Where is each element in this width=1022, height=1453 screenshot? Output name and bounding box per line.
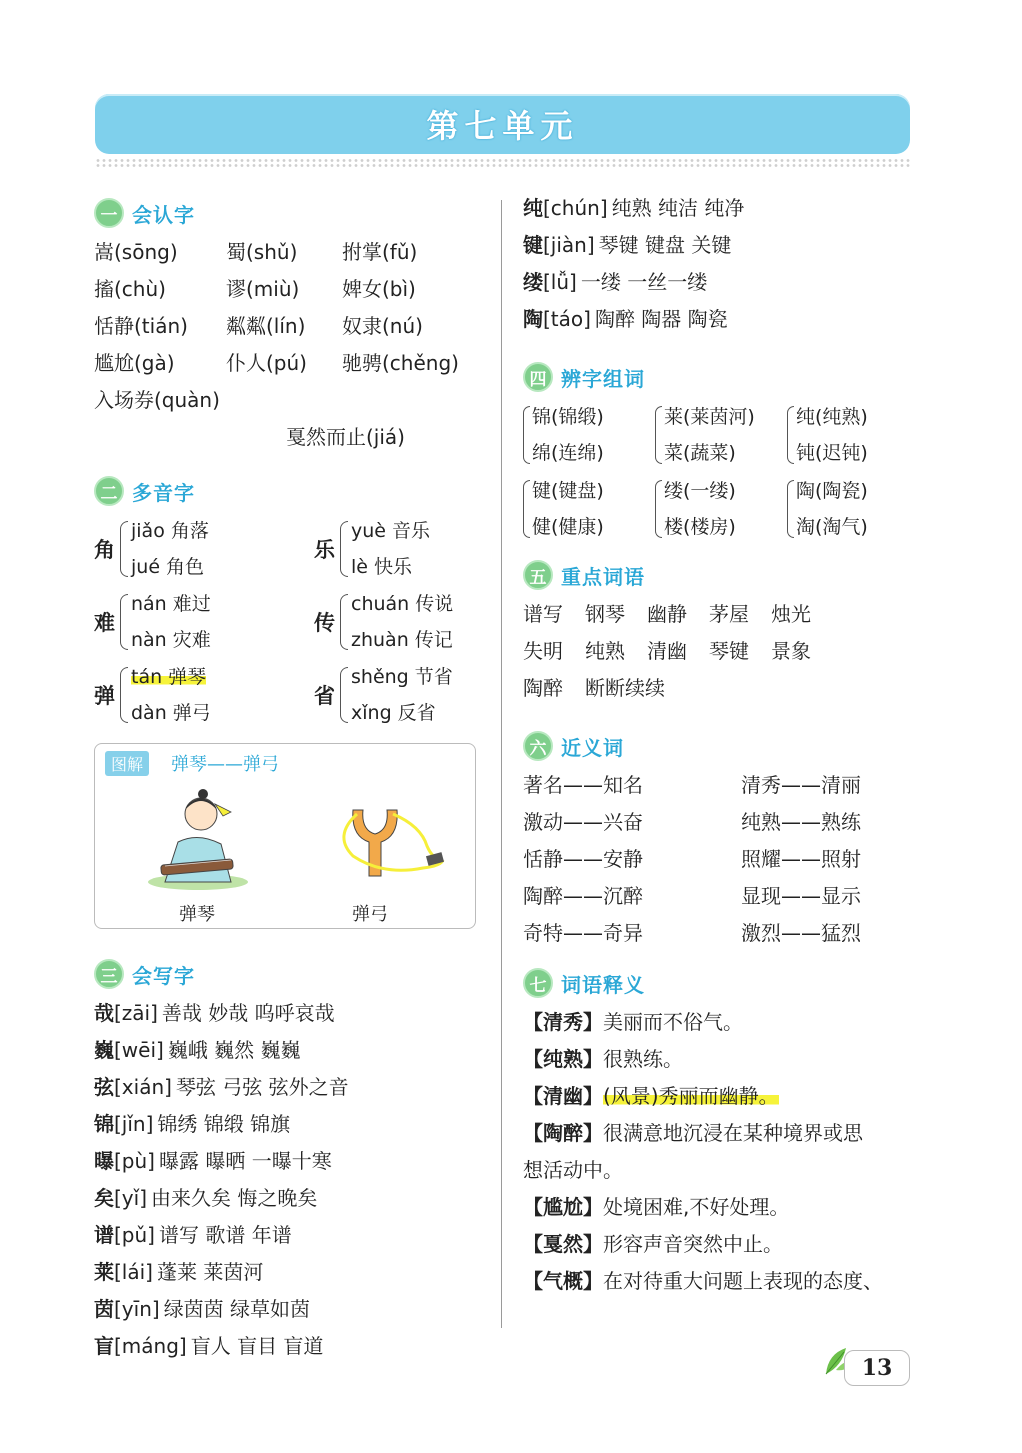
reading-a-highlighted: tán 弹琴 [131,665,207,688]
brace [120,667,128,723]
keyword: 景象 [771,639,811,663]
word-b: 菜(蔬菜) [664,442,736,464]
polyphone-item [314,585,494,658]
recognize-item: 谬(miù) [226,277,300,301]
column-divider [501,200,502,1328]
diagram-caption: 弹琴 [179,904,215,925]
section-title: 会认字 [132,202,195,227]
definition-text: 想活动中。 [523,1158,623,1182]
examples: 纯熟 纯洁 纯净 [611,196,745,220]
keyword: 清幽 [647,639,687,663]
write-char: 巍 [94,1038,114,1062]
write-char: 陶 [523,307,543,331]
recognize-item: 蜀(shǔ) [226,240,298,264]
section-title: 辨字组词 [561,366,645,391]
right-column [523,190,915,1300]
reading-a: nán 难过 [131,592,211,615]
pinyin: [pù] [114,1149,155,1173]
synonym-list [523,767,915,952]
write-char-row [94,1032,486,1069]
reading-b: zhuàn 传记 [351,628,453,651]
left-column [94,196,486,1365]
write-char: 纯 [523,196,543,220]
write-char: 盲 [94,1334,114,1358]
polyphone-item [94,585,314,658]
polyphone-char: 传 [314,610,335,635]
write-char-row [523,264,915,301]
recognize-item: 仆人(pú) [226,351,307,375]
polyphone-char: 弹 [94,683,115,708]
section-write-header [94,957,486,991]
word-b: 淘(淘气) [796,516,868,538]
word-a: 莱(莱茵河) [664,406,755,428]
dotted-divider [95,158,910,168]
examples: 锦绣 锦缎 锦旗 [157,1112,291,1136]
synonym-pair: 陶醉——沉醉 [523,884,643,908]
recognize-item: 搐(chù) [94,277,166,301]
definition-row [523,1189,915,1226]
examples: 曝露 曝晒 一曝十寒 [158,1149,332,1173]
recognize-item: 尴尬(gà) [94,351,175,375]
synonym-pair: 激烈——猛烈 [741,921,861,945]
word-a: 锦(锦缎) [532,406,604,428]
word-b: 绵(连绵) [532,442,604,464]
keyword-list [523,596,915,707]
section-recognize-header [94,196,486,230]
definition-row [523,1263,915,1300]
synonym-pair: 纯熟——熟练 [741,810,861,834]
definition-text: 美丽而不俗气。 [603,1010,743,1034]
section-title: 近义词 [561,735,624,760]
word-b: 钝(迟钝) [796,442,868,464]
pinyin: [lǚ] [543,270,577,294]
reading-a: yuè 音乐 [351,519,431,542]
distinguish-pair [523,472,655,546]
examples: 谱写 歌谱 年谱 [158,1223,292,1247]
recognize-item: 驰骋(chěng) [342,351,459,375]
pinyin: [jǐn] [114,1112,154,1136]
examples: 一缕 一丝一缕 [580,270,708,294]
recognize-list [94,234,486,456]
reading-b: jué 角色 [131,555,205,578]
definition-row [523,1115,915,1152]
write-char: 曝 [94,1149,114,1173]
brace [787,480,794,538]
write-char: 莱 [94,1260,114,1284]
definition-term: 【纯熟】 [523,1047,603,1071]
write-char-row [523,227,915,264]
write-char: 缕 [523,270,543,294]
brace [655,480,662,538]
diagram-tag: 图解 [105,751,149,776]
page-number: 13 [844,1350,910,1386]
examples: 琴键 键盘 关键 [598,233,732,257]
polyphone-char: 角 [94,537,115,562]
brace [120,521,128,577]
write-char-row [94,1106,486,1143]
distinguish-pair [655,472,787,546]
section-keywords-header [523,558,915,592]
keyword: 失明 [523,639,563,663]
unit-banner [95,94,910,154]
keyword: 纯熟 [585,639,625,663]
examples: 琴弦 弓弦 弦外之音 [175,1075,349,1099]
write-char-row [94,1254,486,1291]
section-polyphone-header [94,474,486,508]
keyword: 茅屋 [709,602,749,626]
write-char-row [94,1217,486,1254]
section-title: 重点词语 [561,564,645,589]
word-a: 陶(陶瓷) [796,480,868,502]
keyword-row [523,670,915,707]
definition-term: 【清秀】 [523,1010,603,1034]
section-number-badge: 五 [523,560,553,590]
word-b: 健(健康) [532,516,604,538]
slingshot-illustration [323,806,451,890]
write-char-row [94,1180,486,1217]
definition-text: 形容声音突然中止。 [603,1232,783,1256]
write-char-row [523,301,915,338]
definition-row [523,1041,915,1078]
polyphone-item [94,512,314,585]
examples: 陶醉 陶器 陶瓷 [594,307,728,331]
write-char: 矣 [94,1186,114,1210]
write-char: 哉 [94,1001,114,1025]
write-char-row [94,1291,486,1328]
examples: 盲人 盲目 盲道 [190,1334,324,1358]
definition-text: 在对待重大问题上表现的态度、 [603,1269,883,1293]
diagram-title: 弹琴——弹弓 [171,754,279,775]
reading-b: nàn 灾难 [131,628,211,651]
synonym-pair: 奇特——奇异 [523,921,643,945]
write-char: 键 [523,233,543,257]
definition-text-highlighted: (风景)秀丽而幽静。 [603,1084,779,1108]
definition-row [523,1004,915,1041]
synonym-pair: 恬静——安静 [523,847,643,871]
distinguish-pair [655,398,787,472]
word-b: 楼(楼房) [664,516,736,538]
brace [787,406,794,464]
recognize-item: 恬静(tián) [94,314,188,338]
keyword: 琴键 [709,639,749,663]
definition-row [523,1078,915,1115]
polyphone-item [314,512,494,585]
definition-term: 【戛然】 [523,1232,603,1256]
polyphone-char: 难 [94,610,115,635]
pinyin: [xián] [114,1075,172,1099]
pinyin: [chún] [543,196,608,220]
examples: 绿茵茵 绿草如茵 [163,1297,311,1321]
write-char-row [94,1069,486,1106]
reading-b: lè 快乐 [351,555,413,578]
examples: 由来久矣 悔之晚矣 [151,1186,318,1210]
reading-b: xǐng 反省 [351,701,436,724]
write-char: 弦 [94,1075,114,1099]
definition-text: 处境困难,不好处理。 [603,1195,790,1219]
keyword: 幽静 [647,602,687,626]
pinyin: [zāi] [114,1001,158,1025]
section-number-badge: 一 [94,198,124,228]
pinyin: [jiàn] [543,233,595,257]
write-char-row [523,190,915,227]
brace [523,406,530,464]
examples: 蓬莱 莱茵河 [156,1260,264,1284]
brace [655,406,662,464]
polyphone-item [94,658,314,731]
brace [120,594,128,650]
write-char-row [94,1143,486,1180]
section-definitions-header [523,966,915,1000]
examples: 善哉 妙哉 呜呼哀哉 [161,1001,335,1025]
definition-text: 很满意地沉浸在某种境界或思 [603,1121,863,1145]
write-char: 谱 [94,1223,114,1247]
recognize-item: 奴隶(nú) [342,314,423,338]
write-char-row [94,1328,486,1365]
polyphone-list [94,512,486,731]
brace [340,594,348,650]
definition-row [523,1152,915,1189]
keyword-row [523,633,915,670]
definition-term: 【清幽】 [523,1084,603,1108]
write-char-list-continued [523,190,915,338]
pinyin: [yǐ] [114,1186,147,1210]
brace [340,521,348,577]
distinguish-pair [787,472,919,546]
write-char: 茵 [94,1297,114,1321]
polyphone-char: 省 [314,683,335,708]
keyword: 钢琴 [585,602,625,626]
reading-a: shěng 节省 [351,665,453,688]
guqin-player-illustration [143,782,253,894]
definition-list [523,1004,915,1300]
section-number-badge: 三 [94,959,124,989]
pinyin: [pǔ] [114,1223,155,1247]
pinyin: [táo] [543,307,591,331]
pinyin: [wēi] [114,1038,164,1062]
word-a: 缕(一缕) [664,480,736,502]
pinyin: [yīn] [114,1297,160,1321]
word-a: 键(键盘) [532,480,604,502]
diagram-caption: 弹弓 [352,904,388,925]
brace [340,667,348,723]
polyphone-char: 乐 [314,537,335,562]
synonym-pair: 著名——知名 [523,773,643,797]
definition-term: 【陶醉】 [523,1121,603,1145]
keyword: 陶醉 [523,676,563,700]
reading-a: chuán 传说 [351,592,454,615]
section-number-badge: 二 [94,476,124,506]
synonym-pair: 照耀——照射 [741,847,861,871]
pinyin: [lái] [114,1260,153,1284]
write-char-row [94,995,486,1032]
word-a: 纯(纯熟) [796,406,868,428]
recognize-item: 粼粼(lín) [226,314,306,338]
recognize-item: 戛然而止(jiá) [286,425,405,449]
distinguish-pair [523,398,655,472]
recognize-item: 入场券(quàn) [94,388,220,412]
section-synonyms-header [523,729,915,763]
reading-b: dàn 弹弓 [131,701,211,724]
section-title: 会写字 [132,963,195,988]
keyword: 谱写 [523,602,563,626]
keyword: 断断续续 [585,676,665,700]
section-title: 词语释义 [561,972,645,997]
synonym-pair: 激动——兴奋 [523,810,643,834]
definition-row [523,1226,915,1263]
synonym-pair: 显现——显示 [741,884,861,908]
definition-term: 【尴尬】 [523,1195,603,1219]
examples: 巍峨 巍然 巍巍 [167,1038,301,1062]
reading-a: jiǎo 角落 [131,519,209,542]
keyword-row [523,596,915,633]
brace [523,480,530,538]
section-title: 多音字 [132,480,195,505]
section-distinguish-header [523,360,915,394]
distinguish-list [523,398,915,546]
diagram-box [94,743,476,929]
recognize-item: 嵩(sōng) [94,240,178,264]
polyphone-item [314,658,494,731]
section-number-badge: 七 [523,968,553,998]
recognize-item: 婢女(bì) [342,277,416,301]
pinyin: [máng] [114,1334,187,1358]
unit-title: 第七单元 [426,107,579,145]
distinguish-pair [787,398,919,472]
definition-term: 【气概】 [523,1269,603,1293]
section-number-badge: 四 [523,362,553,392]
section-number-badge: 六 [523,731,553,761]
synonym-pair: 清秀——清丽 [741,773,861,797]
recognize-item: 拊掌(fǔ) [342,240,418,264]
keyword: 烛光 [771,602,811,626]
definition-text: 很熟练。 [603,1047,683,1071]
write-char: 锦 [94,1112,114,1136]
write-char-list [94,995,486,1365]
